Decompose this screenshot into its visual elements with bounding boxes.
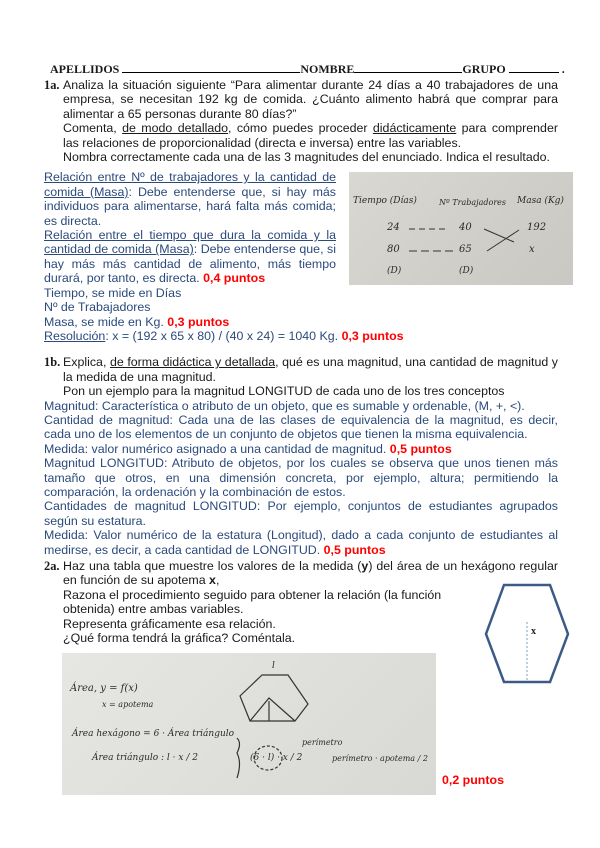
points: 0,3 puntos [167,314,230,329]
answer-1a-row [44,170,564,286]
question-text: Representa gráficamente esa relación. [63,616,276,631]
points: 0,4 puntos [203,271,266,286]
grupo-label: GRUPO [462,62,506,76]
question-text: Pon un ejemplo para la magnitud LONGITUD de cada uno de los tres conceptos [63,384,505,399]
apothem-label: x [531,626,536,637]
question-text: Razona el procedimiento seguido para obtener la relación (la función obtenida) entre ambas variables. [63,587,442,617]
grupo-field[interactable] [509,61,559,73]
points: 0,5 puntos [323,542,386,557]
points: 0,5 puntos [389,441,452,456]
question-1b [44,355,558,398]
apellidos-label: APELLIDOS [50,62,120,76]
answer-1b: Magnitud: Característica o atributo de un objeto, que es sumable y ordenable, (M, +, <). Cantidad de magnitud: Cada una de las clases de equivalencia de la magnitud, es decir, cada uno de los elementos de un conjunto de objetos que tienen la misma equivalencia. Medida: valor numérico asignado a una cantidad de magnitud. 0,5 puntos Magnitud LONGITUD: Atributo de objetos, por los cuales se observa que unos tienen más tamaño que otros, en una dimensión concreta, por ejemplo, altura; permitiendo la comparación, la ordenación y la combinación de estos. Cantidades de magnitud LONGITUD: Por ejemplo, conjuntos de estudiantes agrupados según su estatura. Medida: Valor numérico de la estatura (Longitud), dado a cada conjunto de estudiantes al medirse, es decir, a cada cantidad de LONGITUD. 0,5 puntos [44,398,558,557]
question-text: Explica, de forma didáctica y detallada, qué es una magnitud, una cantidad de magnitud y la medida de una magnitud. [63,355,559,384]
question-text: Comenta, de modo detallado, cómo puedes proceder didácticamente para comprender las relaciones de proporcionalidad (directa e inversa) entre las variables. [63,121,558,150]
hexagon-figure [482,582,572,686]
answer-1a-magnitudes: Tiempo, se mide en Días Nº de Trabajadores Masa, se mide en Kg. 0,3 puntos Resolución: x = (192 x 65 x 80) / (40 x 24) = 1040 Kg. 0,3 puntos [44,285,404,343]
nombre-label: NOMBRE [300,62,355,76]
question-text: Nombra correctamente cada una de las 3 magnitudes del enunciado. Indica el resultado. [63,150,550,165]
points: 0,2 puntos [442,773,504,788]
handwritten-hexagon-sketch [62,653,436,795]
nombre-field[interactable] [354,61,462,73]
points: 0,3 puntos [341,328,404,343]
handwritten-solution-photo: l Área, y = f(x) x = apotema Área hexágono = 6 · Área triángulo Área triángulo : l · x / 2 (6 · l) · x / 2 perímetro perímetro · apotema / 2 [62,653,436,795]
question-number: 1b. [44,355,61,370]
question-text: ¿Qué forma tendrá la gráfica? Coméntala. [63,631,296,646]
question-text: Analiza la situación siguiente “Para alimentar durante 24 días a 40 trabajadores de una empresa, se necesitan 192 kg de comida. ¿Cuánto alimento habrá que comprar para alimentar a 65 personas durante 80 días?” [63,78,558,121]
hexagon-diagram [482,582,572,686]
question-number: 2a. [44,559,60,573]
question-number: 1a. [44,78,60,92]
apellidos-field[interactable] [122,61,300,73]
student-header: APELLIDOS NOMBRE GRUPO . [50,62,565,76]
handwritten-lines [349,172,573,285]
handwritten-table-photo: Tiempo (Días) Nº Trabajadores Masa (Kg) 24 40 192 80 65 x (D) (D) [349,172,573,285]
question-text: Haz una tabla que muestre los valores de la medida (y) del área de un hexágono regular en función de su apotema x, [63,559,558,588]
question-2a [44,559,558,645]
answer-1a-relations: Relación entre Nº de trabajadores y la cantidad de comida (Masa): Debe entenderse que, si hay más individuos para alimentarse, hará falta más comida; es directa. Relación entre el tiempo que dura la comida y la cantidad de comida (Masa): Debe entenderse que, si hay más más cantidad de alimento, más tiempo durará, por tanto, es directa. 0,4 puntos [44,170,337,286]
question-1a [44,78,558,164]
exam-body [44,78,564,795]
